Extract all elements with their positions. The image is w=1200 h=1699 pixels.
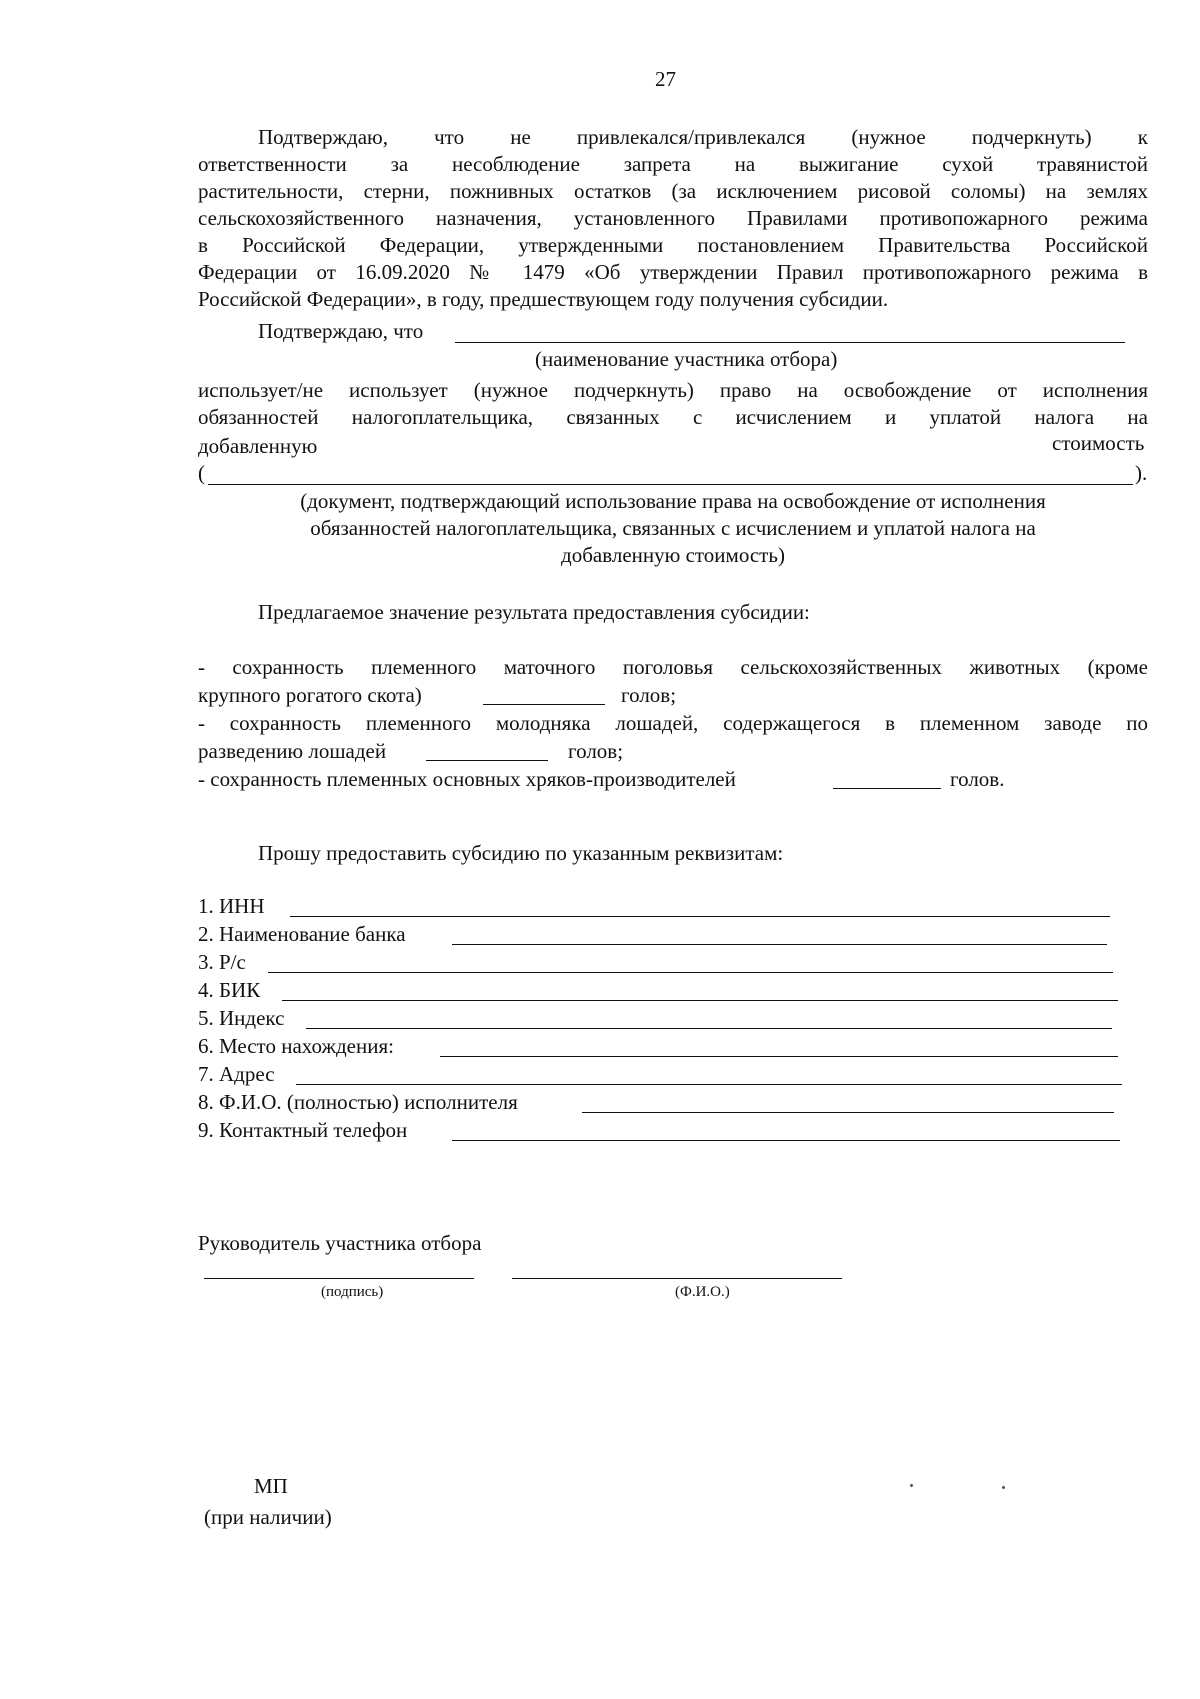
page-number: 27 xyxy=(655,67,676,91)
paren-close: ). xyxy=(1135,461,1148,485)
detail-label: 7. Адрес xyxy=(198,1062,275,1086)
detail-label: 5. Индекс xyxy=(198,1006,285,1030)
text-line: Российской Федерации», в году, предшествующем году получения субсидии. xyxy=(198,287,889,311)
paren-open: ( xyxy=(198,461,205,485)
bik-field[interactable] xyxy=(282,1000,1118,1001)
executor-name-field[interactable] xyxy=(582,1112,1114,1113)
stamp-note: (при наличии) xyxy=(204,1505,332,1529)
location-field[interactable] xyxy=(440,1056,1118,1057)
contact-phone-field[interactable] xyxy=(452,1140,1120,1141)
text-line: добавленную xyxy=(198,434,318,458)
result-value-field[interactable] xyxy=(833,788,941,789)
proposed-heading: Предлагаемое значение результата предоставления субсидии: xyxy=(258,600,810,624)
scan-speck xyxy=(1001,1485,1005,1489)
text-line: обязанностей налогоплательщика, связанных с исчислением и уплатой налога на xyxy=(198,405,1148,429)
detail-label: 9. Контактный телефон xyxy=(198,1118,408,1142)
request-heading: Прошу предоставить субсидию по указанным реквизитам: xyxy=(258,841,784,865)
confirm-prefix: Подтверждаю, что xyxy=(258,319,424,343)
postal-index-field[interactable] xyxy=(306,1028,1112,1029)
unit-label: голов; xyxy=(568,739,624,763)
result-line: - сохранность племенного молодняка лошадей, содержащегося в племенном заводе по xyxy=(198,711,1148,735)
detail-label: 6. Место нахождения: xyxy=(198,1034,394,1058)
text-line: растительности, стерни, пожнивных остатков (за исключением рисовой соломы) на землях xyxy=(198,179,1148,203)
result-line: крупного рогатого скота) xyxy=(198,683,422,707)
detail-label: 8. Ф.И.О. (полностью) исполнителя xyxy=(198,1090,518,1114)
result-value-field[interactable] xyxy=(426,760,548,761)
detail-label: 1. ИНН xyxy=(198,894,265,918)
signature-field[interactable] xyxy=(204,1278,474,1279)
vat-document-field[interactable] xyxy=(208,484,1133,485)
participant-name-field[interactable] xyxy=(455,342,1125,343)
result-value-field[interactable] xyxy=(483,704,605,705)
text-line: использует/не использует (нужное подчеркнуть) право на освобождение от исполнения xyxy=(198,378,1148,402)
result-line: - сохранность племенного маточного поголовья сельскохозяйственных животных (кроме xyxy=(198,655,1148,679)
account-field[interactable] xyxy=(268,972,1113,973)
text-line: в Российской Федерации, утвержденными постановлением Правительства Российской xyxy=(198,233,1148,257)
detail-label: 2. Наименование банка xyxy=(198,922,406,946)
unit-label: голов. xyxy=(950,767,1005,791)
result-line: разведению лошадей xyxy=(198,739,387,763)
detail-label: 3. Р/с xyxy=(198,950,246,974)
signature-caption: (подпись) xyxy=(321,1284,384,1300)
head-label: Руководитель участника отбора xyxy=(198,1231,482,1255)
stamp-label: МП xyxy=(254,1474,288,1498)
inn-field[interactable] xyxy=(290,916,1110,917)
scan-speck xyxy=(909,1483,913,1487)
unit-label: голов; xyxy=(621,683,677,707)
text-line: сельскохозяйственного назначения, установленного Правилами противопожарного режима xyxy=(198,206,1148,230)
fio-field[interactable] xyxy=(512,1278,842,1279)
address-field[interactable] xyxy=(296,1084,1122,1085)
detail-label: 4. БИК xyxy=(198,978,261,1002)
text-line: Подтверждаю, что не привлекался/привлекался (нужное подчеркнуть) к xyxy=(258,125,1148,149)
participant-name-caption: (наименование участника отбора) xyxy=(535,347,838,371)
text-line: ответственности за несоблюдение запрета на выжигание сухой травянистой xyxy=(198,152,1148,176)
result-line: - сохранность племенных основных хряков-производителей xyxy=(198,767,736,791)
text-line: Федерации от 16.09.2020 № 1479 «Об утверждении Правил противопожарного режима в xyxy=(198,260,1148,284)
bank-name-field[interactable] xyxy=(452,944,1107,945)
text-line: стоимость xyxy=(1052,431,1145,455)
fio-caption: (Ф.И.О.) xyxy=(675,1284,730,1300)
